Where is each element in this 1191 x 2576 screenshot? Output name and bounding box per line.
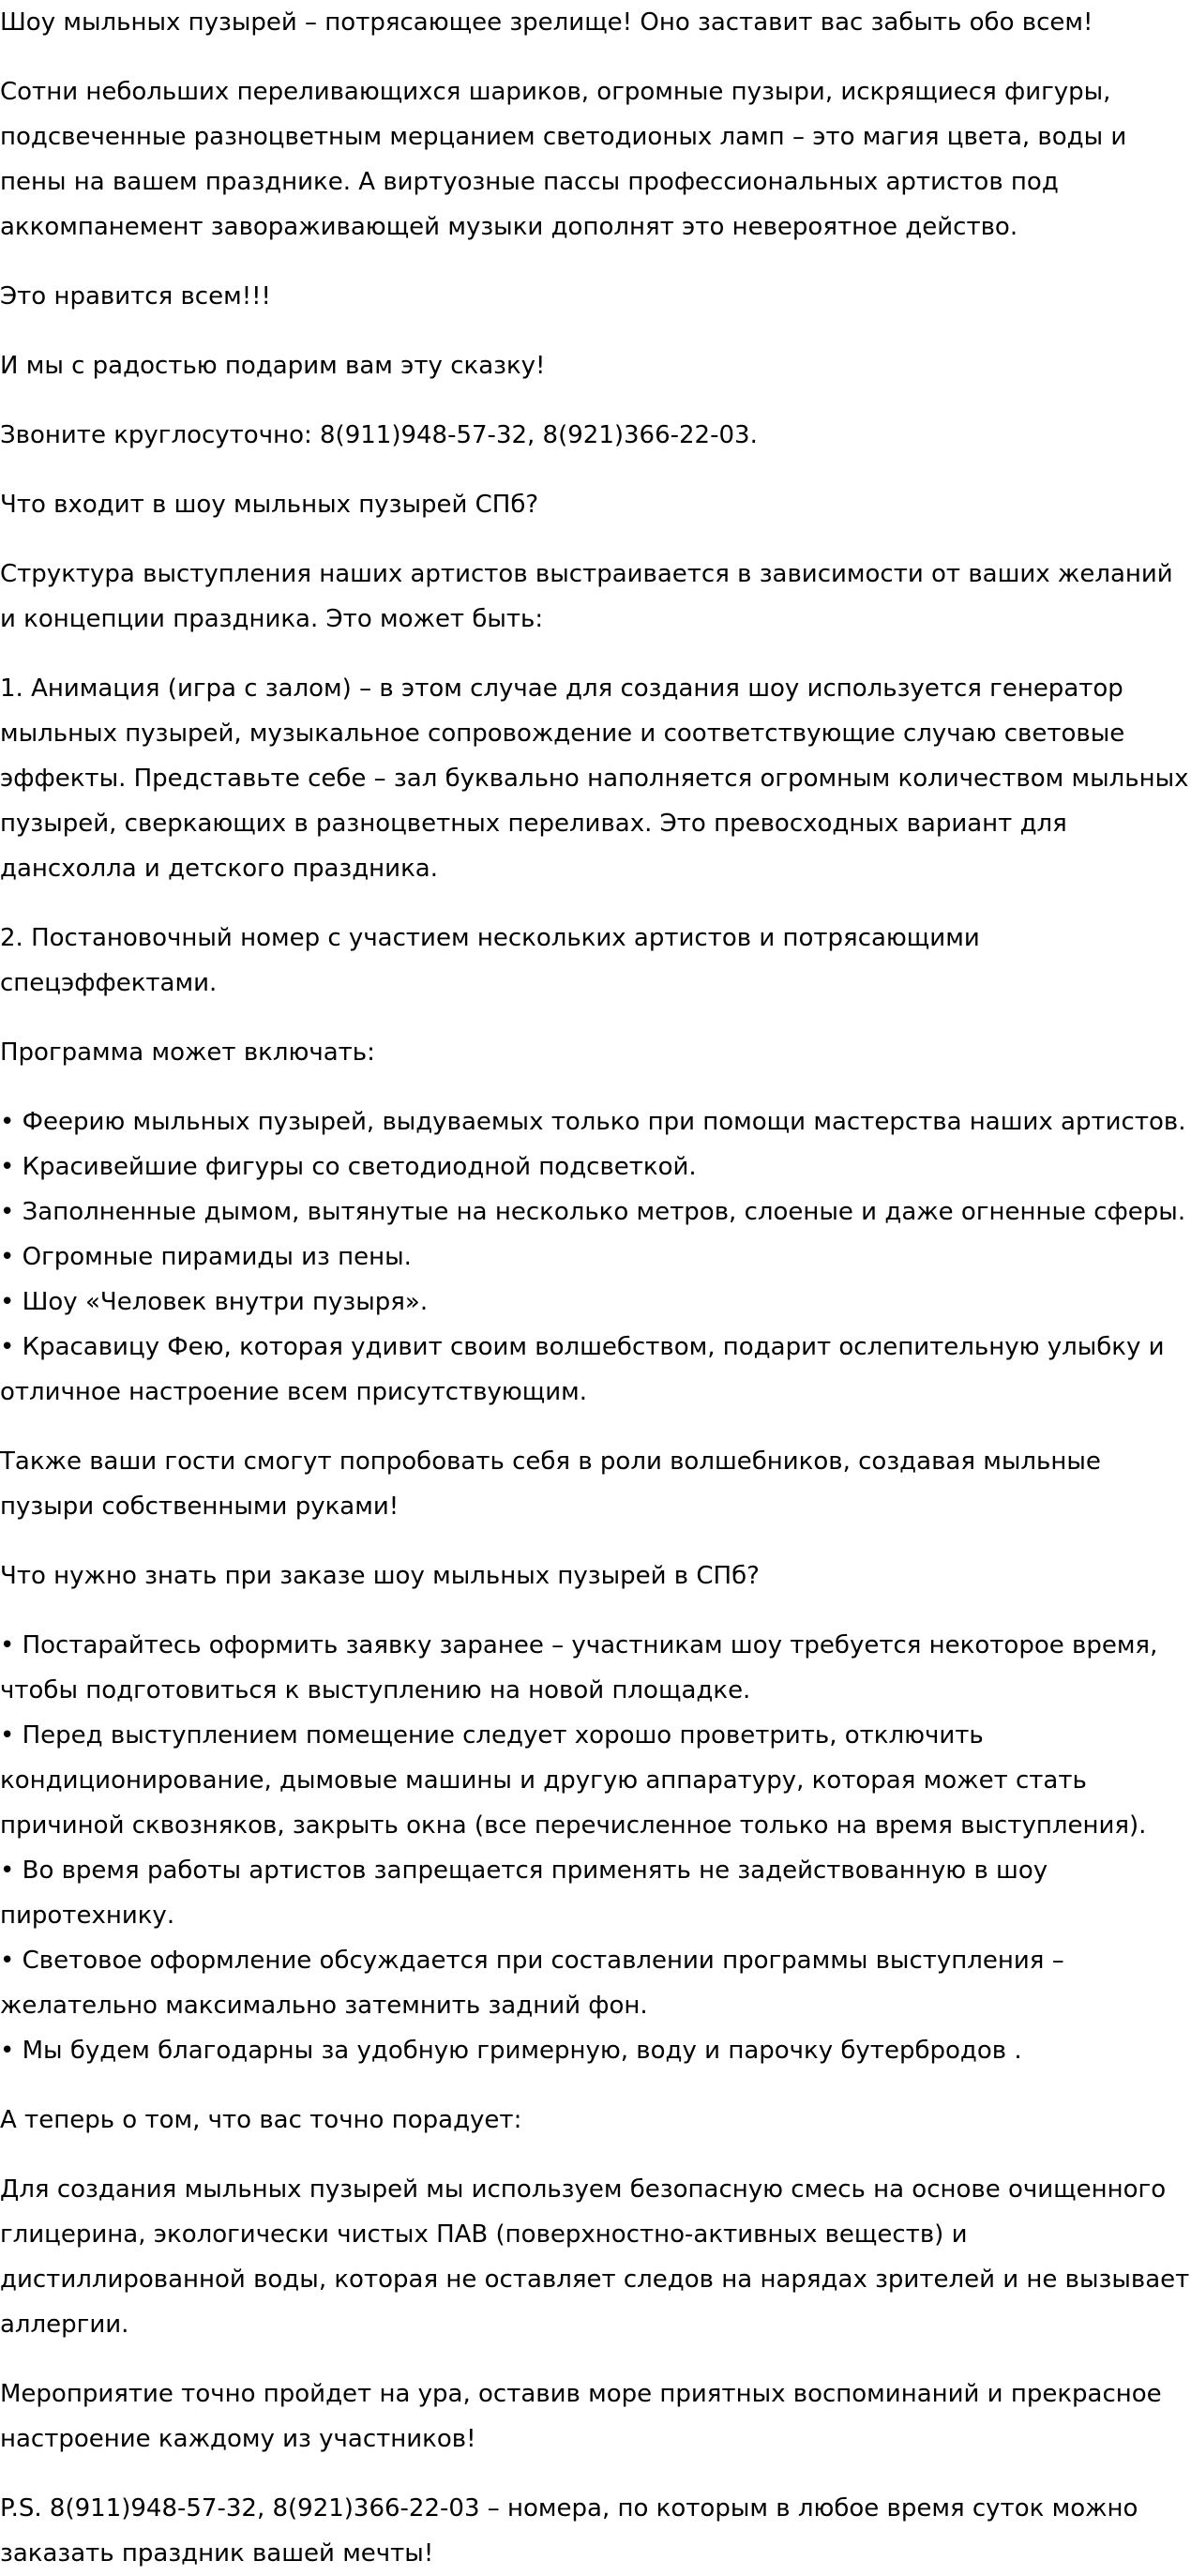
text-line: Структура выступления наших артистов выстраивается в зависимости от ваших желаний — [0, 560, 1173, 588]
bullet-list — [0, 1099, 1191, 1415]
paragraph — [0, 1030, 1191, 1075]
contact-paragraph — [0, 413, 1191, 458]
list-item: • Красавицу Фею, которая удивит своим волшебством, подарит ослепительную улыбку и — [0, 1333, 1165, 1361]
list-item: причиной сквозняков, закрыть окна (все перечисленное только на время выступления). — [0, 1811, 1147, 1840]
text-line: P.S. 8(911)948-57-32, 8(921)366-22-03 – номера, по которым в любое время суток можно — [0, 2494, 1138, 2523]
paragraph — [0, 916, 1191, 1006]
paragraph — [0, 552, 1191, 642]
text-line: 2. Постановочный номер с участием нескольких артистов и потрясающими — [0, 924, 980, 952]
list-item: • Феерию мыльных пузырей, выдуваемых только при помощи мастерства наших артистов. — [0, 1108, 1186, 1136]
text-line: аккомпанемент завораживающей музыки дополнят это невероятное действо. — [0, 213, 1018, 241]
list-item: отличное настроение всем присутствующим. — [0, 1378, 588, 1406]
text-line: аллергии. — [0, 2311, 129, 2339]
text-line: Что нужно знать при заказе шоу мыльных пузырей в СПб? — [0, 1562, 760, 1590]
paragraph — [0, 274, 1191, 319]
postscript-paragraph — [0, 2486, 1191, 2576]
list-item: чтобы подготовиться к выступлению на новой площадке. — [0, 1676, 751, 1705]
text-line: Сотни небольших переливающихся шариков, огромные пузыри, искрящиеся фигуры, — [0, 78, 1111, 106]
list-item: • Красивейшие фигуры со светодиодной подсветкой. — [0, 1153, 697, 1181]
text-line: 1. Анимация (игра с залом) – в этом случае для создания шоу используется генератор — [0, 674, 1123, 703]
list-item: • Мы будем благодарны за удобную гримерную, воду и парочку бутербродов . — [0, 2037, 1022, 2065]
paragraph — [0, 666, 1191, 891]
text-line: Что входит в шоу мыльных пузырей СПб? — [0, 491, 539, 519]
section-heading — [0, 482, 1191, 527]
text-line: Также ваши гости смогут попробовать себя в роли волшебников, создавая мыльные — [0, 1447, 1101, 1476]
bullet-list — [0, 1623, 1191, 2073]
text-line: И мы с радостью подарим вам эту сказку! — [0, 352, 546, 380]
paragraph — [0, 2371, 1191, 2462]
list-item: • Световое оформление обсуждается при составлении программы выступления – — [0, 1947, 1064, 1975]
list-item: • Во время работы артистов запрещается применять не задействованную в шоу — [0, 1856, 1048, 1885]
text-line: подсвеченные разноцветным мерцанием светодионых ламп – это магия цвета, воды и — [0, 123, 1127, 151]
paragraph — [0, 0, 1191, 45]
text-line: эффекты. Представьте себе – зал буквально наполняется огромным количеством мыльных — [0, 765, 1189, 793]
paragraph — [0, 2167, 1191, 2347]
text-line: дансхолла и детского праздника. — [0, 855, 438, 883]
text-line: пузыри собственными руками! — [0, 1493, 400, 1521]
list-item: • Заполненные дымом, вытянутые на несколько метров, слоеные и даже огненные сферы. — [0, 1198, 1186, 1226]
list-item: • Постарайтесь оформить заявку заранее – участникам шоу требуется некоторое время, — [0, 1631, 1158, 1659]
list-item: кондиционирование, дымовые машины и другую аппаратуру, которая может стать — [0, 1766, 1087, 1795]
text-line: мыльных пузырей, музыкальное сопровождение и соответствующие случаю световые — [0, 720, 1125, 748]
paragraph — [0, 1439, 1191, 1529]
text-line: А теперь о том, что вас точно порадует: — [0, 2106, 522, 2134]
text-line: заказать праздник вашей мечты! — [0, 2539, 434, 2568]
text-line: глицерина, экологически чистых ПАВ (поверхностно-активных веществ) и — [0, 2220, 968, 2249]
text-line: пузырей, сверкающих в разноцветных переливах. Это превосходных вариант для — [0, 810, 1067, 838]
text-line: и концепции праздника. Это может быть: — [0, 605, 544, 633]
list-item: пиротехнику. — [0, 1902, 175, 1930]
list-item: желательно максимально затемнить задний фон. — [0, 1992, 648, 2020]
text-line: Для создания мыльных пузырей мы используем безопасную смесь на основе очищенного — [0, 2175, 1167, 2204]
text-line: дистиллированной воды, которая не оставляет следов на нарядах зрителей и не вызывает — [0, 2265, 1190, 2294]
text-line: настроение каждому из участников! — [0, 2425, 476, 2453]
text-line: спецэффектами. — [0, 969, 218, 997]
list-item: • Шоу «Человек внутри пузыря». — [0, 1288, 429, 1316]
text-line: Мероприятие точно пройдет на ура, оставив море приятных воспоминаний и прекрасное — [0, 2380, 1162, 2408]
text-line: Шоу мыльных пузырей – потрясающее зрелище! Оно заставит вас забыть обо всем! — [0, 8, 1093, 37]
text-line: пены на вашем празднике. А виртуозные пассы профессиональных артистов под — [0, 168, 1059, 196]
text-line: Это нравится всем!!! — [0, 282, 271, 311]
section-heading — [0, 1553, 1191, 1599]
paragraph — [0, 69, 1191, 250]
list-item: • Перед выступлением помещение следует хорошо проветрить, отключить — [0, 1721, 984, 1750]
text-line: Программа может включать: — [0, 1038, 375, 1067]
section-heading — [0, 2098, 1191, 2143]
list-item: • Огромные пирамиды из пены. — [0, 1243, 412, 1271]
text-line: Звоните круглосуточно: 8(911)948-57-32, 8(921)366-22-03. — [0, 421, 758, 449]
paragraph — [0, 343, 1191, 388]
